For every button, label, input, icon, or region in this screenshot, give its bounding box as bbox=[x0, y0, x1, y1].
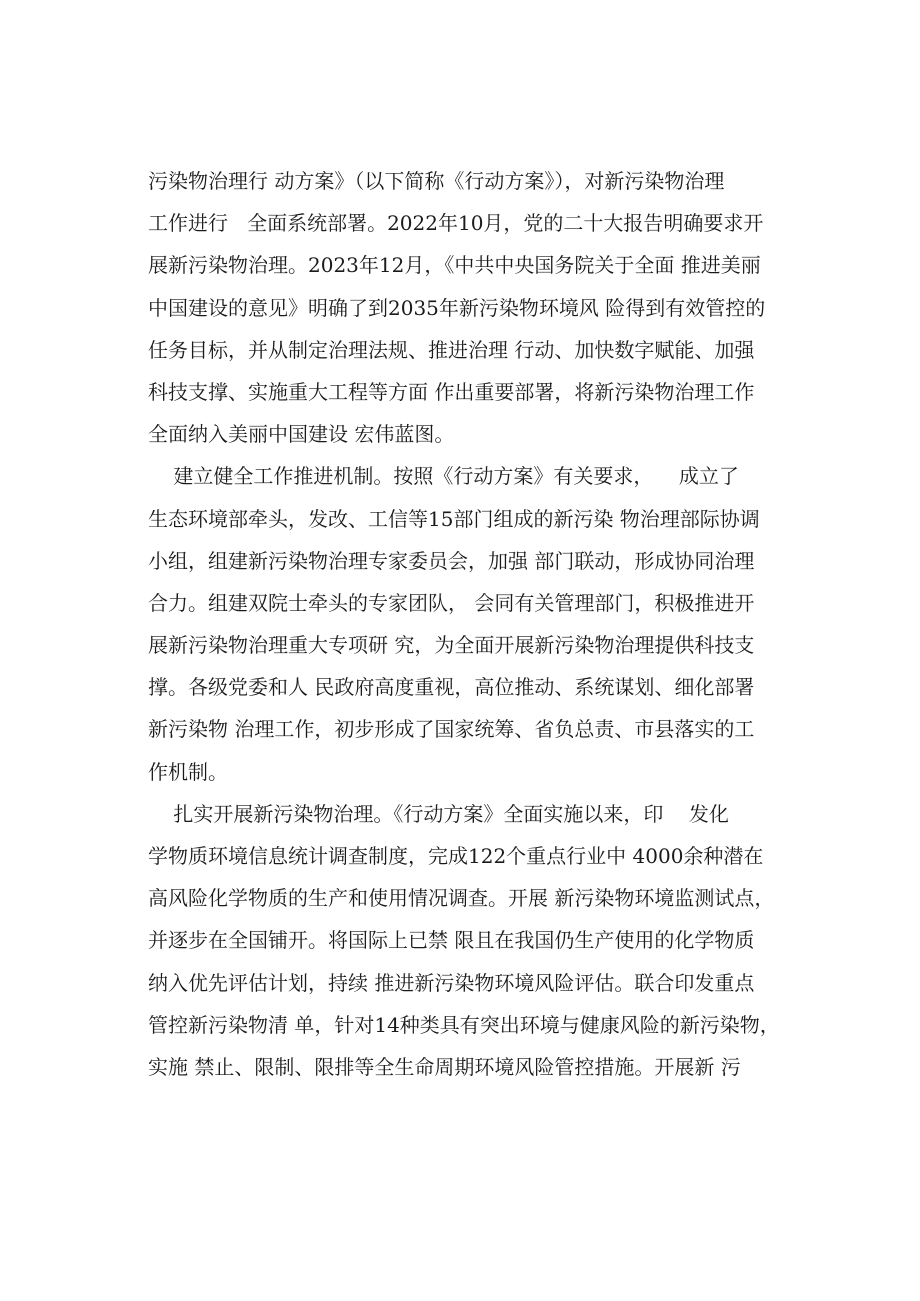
text-line: 纳入优先评估计划，持续 推进新污染物环境风险评估。联合印发重点 bbox=[148, 970, 755, 995]
paragraph-1 bbox=[148, 160, 808, 455]
text-line: 实施 禁止、限制、限排等全生命周期环境风险管控措施。开展新 污 bbox=[148, 1054, 741, 1079]
text-line: 撑。各级党委和人 民政府高度重视，高位推动、系统谋划、细化部署 bbox=[148, 675, 755, 700]
text-line: 建立健全工作推进机制。按照《行动方案》有关要求， 成立了 bbox=[148, 464, 739, 489]
text-line: 展新污染物治理重大专项研 究，为全面开展新污染物治理提供科技支 bbox=[148, 633, 755, 658]
text-line: 管控新污染物清 单，针对14种类具有突出环境与健康风险的新污染物， bbox=[148, 1012, 780, 1037]
text-line: 新污染物 治理工作，初步形成了国家统筹、省负总责、市县落实的工 bbox=[148, 717, 755, 742]
text-line: 作机制。 bbox=[148, 759, 228, 784]
text-line: 生态环境部牵头，发改、工信等15部门组成的新污染 物治理部际协调 bbox=[148, 506, 760, 531]
text-line: 高风险化学物质的生产和使用情况调查。开展 新污染物环境监测试点， bbox=[148, 886, 775, 911]
text-line: 并逐步在全国铺开。将国际上已禁 限且在我国仍生产使用的化学物质 bbox=[148, 928, 755, 953]
text-line: 展新污染物治理。2023年12月，《中共中央国务院关于全面 推进美丽 bbox=[148, 253, 761, 278]
paragraph-3 bbox=[148, 793, 808, 1088]
text-line: 工作进行 全面系统部署。2022年10月，党的二十大报告明确要求开 bbox=[148, 211, 764, 236]
text-line: 污染物治理行 动方案》（以下简称《行动方案》），对新污染物治理 bbox=[148, 169, 725, 193]
text-line: 全面纳入美丽中国建设 宏伟蓝图。 bbox=[148, 422, 455, 447]
text-line: 学物质环境信息统计调查制度，完成122个重点行业中 4000余种潜在 bbox=[148, 844, 764, 868]
document-body bbox=[148, 160, 808, 1088]
paragraph-2 bbox=[148, 455, 808, 793]
text-line: 科技支撑、实施重大工程等方面 作出重要部署，将新污染物治理工作 bbox=[148, 379, 755, 404]
text-line: 合力。组建双院士牵头的专家团队， 会同有关管理部门，积极推进开 bbox=[148, 590, 755, 615]
text-line: 中国建设的意见》明确了到2035年新污染物环境风 险得到有效管控的 bbox=[148, 295, 766, 320]
text-line: 小组，组建新污染物治理专家委员会，加强 部门联动，形成协同治理 bbox=[148, 548, 755, 573]
text-line: 扎实开展新污染物治理。《行动方案》全面实施以来，印 发化 bbox=[148, 801, 729, 826]
text-line: 任务目标，并从制定治理法规、推进治理 行动、加快数字赋能、加强 bbox=[148, 337, 755, 362]
